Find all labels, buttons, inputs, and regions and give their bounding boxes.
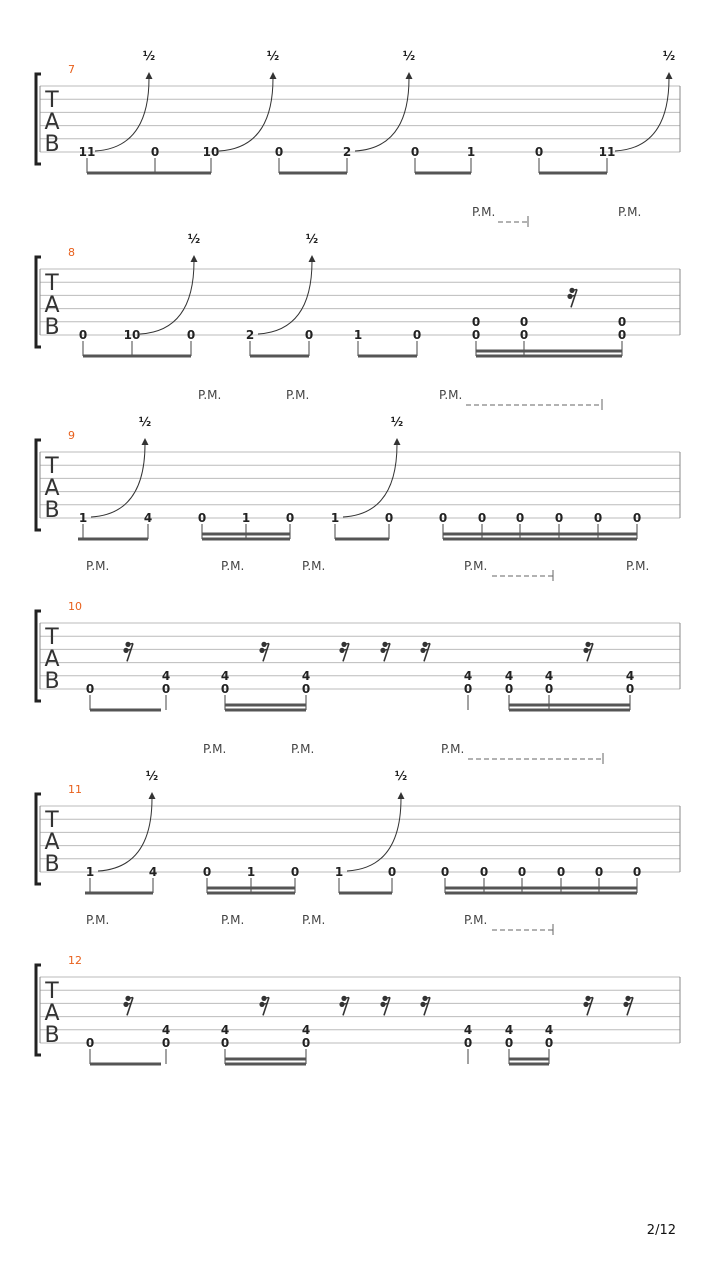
fret-number: 0 <box>632 865 642 879</box>
rest-flag <box>264 997 269 998</box>
fret-number: 0 <box>161 682 171 696</box>
palm-mute-label: P.M. <box>618 205 642 219</box>
sixteenth-rest <box>420 996 430 1016</box>
fret-number: 0 <box>412 328 422 342</box>
measure-number: 7 <box>68 63 75 76</box>
bend-arrow <box>615 78 669 151</box>
beam <box>207 892 295 895</box>
fret-number: 0 <box>438 511 448 525</box>
beam-secondary <box>509 704 630 707</box>
fret-number: 0 <box>285 511 295 525</box>
tab-systems <box>36 49 680 1066</box>
fret-number: 0 <box>78 328 88 342</box>
rest-flag <box>626 1003 631 1004</box>
sixteenth-rest <box>259 642 269 662</box>
tab-clef-letter: A <box>44 830 60 855</box>
tab-clef-letter: T <box>45 271 59 296</box>
measure-number: 8 <box>68 246 75 259</box>
fret-number: 10 <box>123 328 141 342</box>
beam-secondary <box>443 533 637 536</box>
tab-clef-letter: T <box>45 808 59 833</box>
rest-flag <box>572 289 577 290</box>
tab-clef-letter: B <box>44 498 60 523</box>
sixteenth-rest <box>567 288 577 308</box>
rest-flag <box>586 649 591 650</box>
fret-number: 0 <box>301 682 311 696</box>
fret-number: 0 <box>410 145 420 159</box>
beam <box>85 892 153 895</box>
beam <box>202 538 290 541</box>
page-number: 2/12 <box>646 1223 676 1238</box>
bend-arrowhead <box>394 438 401 445</box>
rest-flag <box>588 643 593 644</box>
fret-number-chord: 4 <box>463 668 473 683</box>
rest-flag <box>423 649 428 650</box>
fret-number: 0 <box>463 682 473 696</box>
beam-secondary <box>445 887 637 890</box>
fret-number: 0 <box>150 145 160 159</box>
fret-number-chord: 0 <box>519 314 529 329</box>
bend-arrowhead <box>142 438 149 445</box>
palm-mute-label: P.M. <box>439 388 463 402</box>
beam <box>225 709 306 712</box>
fret-number-chord: 4 <box>161 1022 171 1037</box>
beam <box>279 172 347 175</box>
palm-mute-label: P.M. <box>221 559 245 573</box>
fret-number: 0 <box>161 1036 171 1050</box>
sixteenth-rest <box>380 996 390 1016</box>
fret-number: 4 <box>143 511 153 525</box>
fret-number: 0 <box>544 1036 554 1050</box>
rest-flag <box>126 1003 131 1004</box>
bend-arrow <box>347 798 401 871</box>
palm-mute-label: P.M. <box>203 742 227 756</box>
fret-number: 0 <box>463 1036 473 1050</box>
fret-number-chord: 4 <box>301 668 311 683</box>
rest-flag <box>342 649 347 650</box>
fret-number: 0 <box>274 145 284 159</box>
fret-number: 0 <box>554 511 564 525</box>
fret-number: 10 <box>202 145 220 159</box>
sixteenth-rest <box>259 996 269 1016</box>
bend-arrow <box>95 78 149 151</box>
fret-number: 0 <box>519 328 529 342</box>
bend-amount: ½ <box>394 769 408 783</box>
sixteenth-rest <box>623 996 633 1016</box>
palm-mute-label: P.M. <box>464 913 488 927</box>
fret-number: 0 <box>556 865 566 879</box>
bend-arrow <box>343 444 397 517</box>
palm-mute-label: P.M. <box>86 559 110 573</box>
rest-flag <box>344 643 349 644</box>
fret-number: 0 <box>479 865 489 879</box>
tab-clef-letter: B <box>44 1023 60 1048</box>
rest-flag <box>588 997 593 998</box>
palm-mute-label: P.M. <box>626 559 650 573</box>
rest-flag <box>262 1003 267 1004</box>
tab-clef-letter: T <box>45 454 59 479</box>
beam <box>539 172 607 175</box>
sixteenth-rest <box>380 642 390 662</box>
fret-number: 2 <box>342 145 352 159</box>
fret-number: 0 <box>544 682 554 696</box>
bend-amount: ½ <box>390 415 404 429</box>
fret-number-chord: 0 <box>617 314 627 329</box>
bend-amount: ½ <box>138 415 152 429</box>
bend-amount: ½ <box>402 49 416 63</box>
sixteenth-rest <box>583 642 593 662</box>
bend-arrow <box>91 444 145 517</box>
rest-flag <box>385 643 390 644</box>
fret-number: 2 <box>245 328 255 342</box>
palm-mute-label: P.M. <box>221 913 245 927</box>
bend-amount: ½ <box>662 49 676 63</box>
beam <box>335 538 389 541</box>
beam-secondary <box>207 887 295 890</box>
fret-number-chord: 4 <box>625 668 635 683</box>
fret-number: 1 <box>330 511 340 525</box>
beam-secondary <box>202 533 290 536</box>
measure-number: 9 <box>68 429 75 442</box>
tab-system <box>36 49 680 175</box>
beam <box>509 1063 549 1066</box>
fret-number: 1 <box>85 865 95 879</box>
fret-number: 0 <box>471 328 481 342</box>
tab-clef-letter: A <box>44 110 60 135</box>
bend-arrow <box>140 261 194 334</box>
bend-amount: ½ <box>187 232 201 246</box>
fret-number-chord: 4 <box>220 668 230 683</box>
tab-clef-letter: A <box>44 293 60 318</box>
measure-number: 12 <box>68 954 82 967</box>
palm-mute-label: P.M. <box>302 559 326 573</box>
fret-number: 0 <box>617 328 627 342</box>
tab-clef-letter: B <box>44 132 60 157</box>
tab-clef-letter: T <box>45 625 59 650</box>
bend-amount: ½ <box>145 769 159 783</box>
rest-flag <box>264 643 269 644</box>
rest-flag <box>342 1003 347 1004</box>
rest-flag <box>383 649 388 650</box>
fret-number: 1 <box>241 511 251 525</box>
tab-clef-letter: B <box>44 852 60 877</box>
bend-arrow <box>355 78 409 151</box>
tab-clef-letter: T <box>45 88 59 113</box>
fret-number: 0 <box>85 1036 95 1050</box>
sixteenth-rest <box>339 996 349 1016</box>
fret-number: 1 <box>246 865 256 879</box>
bend-arrowhead <box>406 72 413 79</box>
fret-number: 0 <box>534 145 544 159</box>
fret-number: 0 <box>384 511 394 525</box>
tab-system <box>36 388 680 541</box>
beam-secondary <box>476 350 622 353</box>
fret-number: 1 <box>334 865 344 879</box>
palm-mute-label: P.M. <box>86 913 110 927</box>
beam <box>225 1063 306 1066</box>
fret-number: 0 <box>202 865 212 879</box>
bend-amount: ½ <box>142 49 156 63</box>
sixteenth-rest <box>123 996 133 1016</box>
rest-flag <box>126 649 131 650</box>
bend-arrowhead <box>146 72 153 79</box>
rest-flag <box>425 997 430 998</box>
tab-system <box>36 742 680 895</box>
bend-amount: ½ <box>305 232 319 246</box>
fret-number-chord: 4 <box>544 1022 554 1037</box>
tab-clef-letter: B <box>44 315 60 340</box>
fret-number: 0 <box>220 682 230 696</box>
bend-arrow <box>98 798 152 871</box>
fret-number: 1 <box>466 145 476 159</box>
fret-number: 0 <box>515 511 525 525</box>
palm-mute-label: P.M. <box>472 205 496 219</box>
fret-number-chord: 4 <box>220 1022 230 1037</box>
beam <box>476 355 622 358</box>
rest-flag <box>385 997 390 998</box>
tab-clef-letter: A <box>44 476 60 501</box>
rest-flag <box>344 997 349 998</box>
fret-number: 0 <box>290 865 300 879</box>
bend-arrow <box>258 261 312 334</box>
fret-number: 0 <box>85 682 95 696</box>
fret-number: 11 <box>598 145 616 159</box>
rest-flag <box>570 295 575 296</box>
beam <box>78 538 148 541</box>
beam-secondary <box>225 1058 306 1061</box>
fret-number: 11 <box>78 145 96 159</box>
bend-arrowhead <box>149 792 156 799</box>
bend-arrowhead <box>398 792 405 799</box>
tab-system <box>36 559 680 712</box>
fret-number: 4 <box>148 865 158 879</box>
tab-system <box>36 913 680 1066</box>
bend-arrow <box>219 78 273 151</box>
fret-number: 0 <box>594 865 604 879</box>
rest-flag <box>383 1003 388 1004</box>
beam <box>90 1063 161 1066</box>
beam <box>509 709 630 712</box>
sixteenth-rest <box>420 642 430 662</box>
rest-flag <box>586 1003 591 1004</box>
sixteenth-rest <box>123 642 133 662</box>
fret-number-chord: 0 <box>471 314 481 329</box>
fret-number: 0 <box>304 328 314 342</box>
beam <box>339 892 392 895</box>
fret-number: 0 <box>593 511 603 525</box>
bend-arrowhead <box>309 255 316 262</box>
fret-number: 0 <box>504 682 514 696</box>
fret-number: 1 <box>78 511 88 525</box>
tab-system <box>36 205 680 358</box>
bend-arrowhead <box>191 255 198 262</box>
rest-flag <box>262 649 267 650</box>
bend-amount: ½ <box>266 49 280 63</box>
fret-number: 0 <box>517 865 527 879</box>
beam-secondary <box>509 1058 549 1061</box>
beam <box>443 538 637 541</box>
beam <box>415 172 471 175</box>
fret-number: 0 <box>387 865 397 879</box>
fret-number-chord: 4 <box>161 668 171 683</box>
sixteenth-rest <box>583 996 593 1016</box>
bend-arrowhead <box>666 72 673 79</box>
fret-number: 0 <box>440 865 450 879</box>
beam <box>358 355 417 358</box>
fret-number-chord: 4 <box>504 668 514 683</box>
rest-flag <box>128 997 133 998</box>
fret-number: 0 <box>477 511 487 525</box>
fret-number: 0 <box>220 1036 230 1050</box>
rest-flag <box>628 997 633 998</box>
beam <box>250 355 309 358</box>
palm-mute-label: P.M. <box>198 388 222 402</box>
beam <box>445 892 637 895</box>
palm-mute-label: P.M. <box>302 913 326 927</box>
fret-number: 0 <box>625 682 635 696</box>
measure-number: 10 <box>68 600 82 613</box>
fret-number-chord: 4 <box>463 1022 473 1037</box>
fret-number: 1 <box>353 328 363 342</box>
beam-secondary <box>225 704 306 707</box>
fret-number-chord: 4 <box>544 668 554 683</box>
rest-flag <box>128 643 133 644</box>
measure-number: 11 <box>68 783 82 796</box>
palm-mute-label: P.M. <box>286 388 310 402</box>
palm-mute-label: P.M. <box>291 742 315 756</box>
fret-number: 0 <box>186 328 196 342</box>
tab-clef-letter: T <box>45 979 59 1004</box>
tab-clef-letter: A <box>44 1001 60 1026</box>
sixteenth-rest <box>339 642 349 662</box>
beam <box>90 709 161 712</box>
fret-number: 0 <box>197 511 207 525</box>
palm-mute-label: P.M. <box>464 559 488 573</box>
fret-number-chord: 4 <box>504 1022 514 1037</box>
fret-number: 0 <box>504 1036 514 1050</box>
rest-flag <box>425 643 430 644</box>
beam <box>83 355 191 358</box>
fret-number-chord: 4 <box>301 1022 311 1037</box>
palm-mute-label: P.M. <box>441 742 465 756</box>
tab-clef-letter: A <box>44 647 60 672</box>
bend-arrowhead <box>270 72 277 79</box>
beam <box>87 172 211 175</box>
fret-number: 0 <box>632 511 642 525</box>
rest-flag <box>423 1003 428 1004</box>
fret-number: 0 <box>301 1036 311 1050</box>
tab-clef-letter: B <box>44 669 60 694</box>
